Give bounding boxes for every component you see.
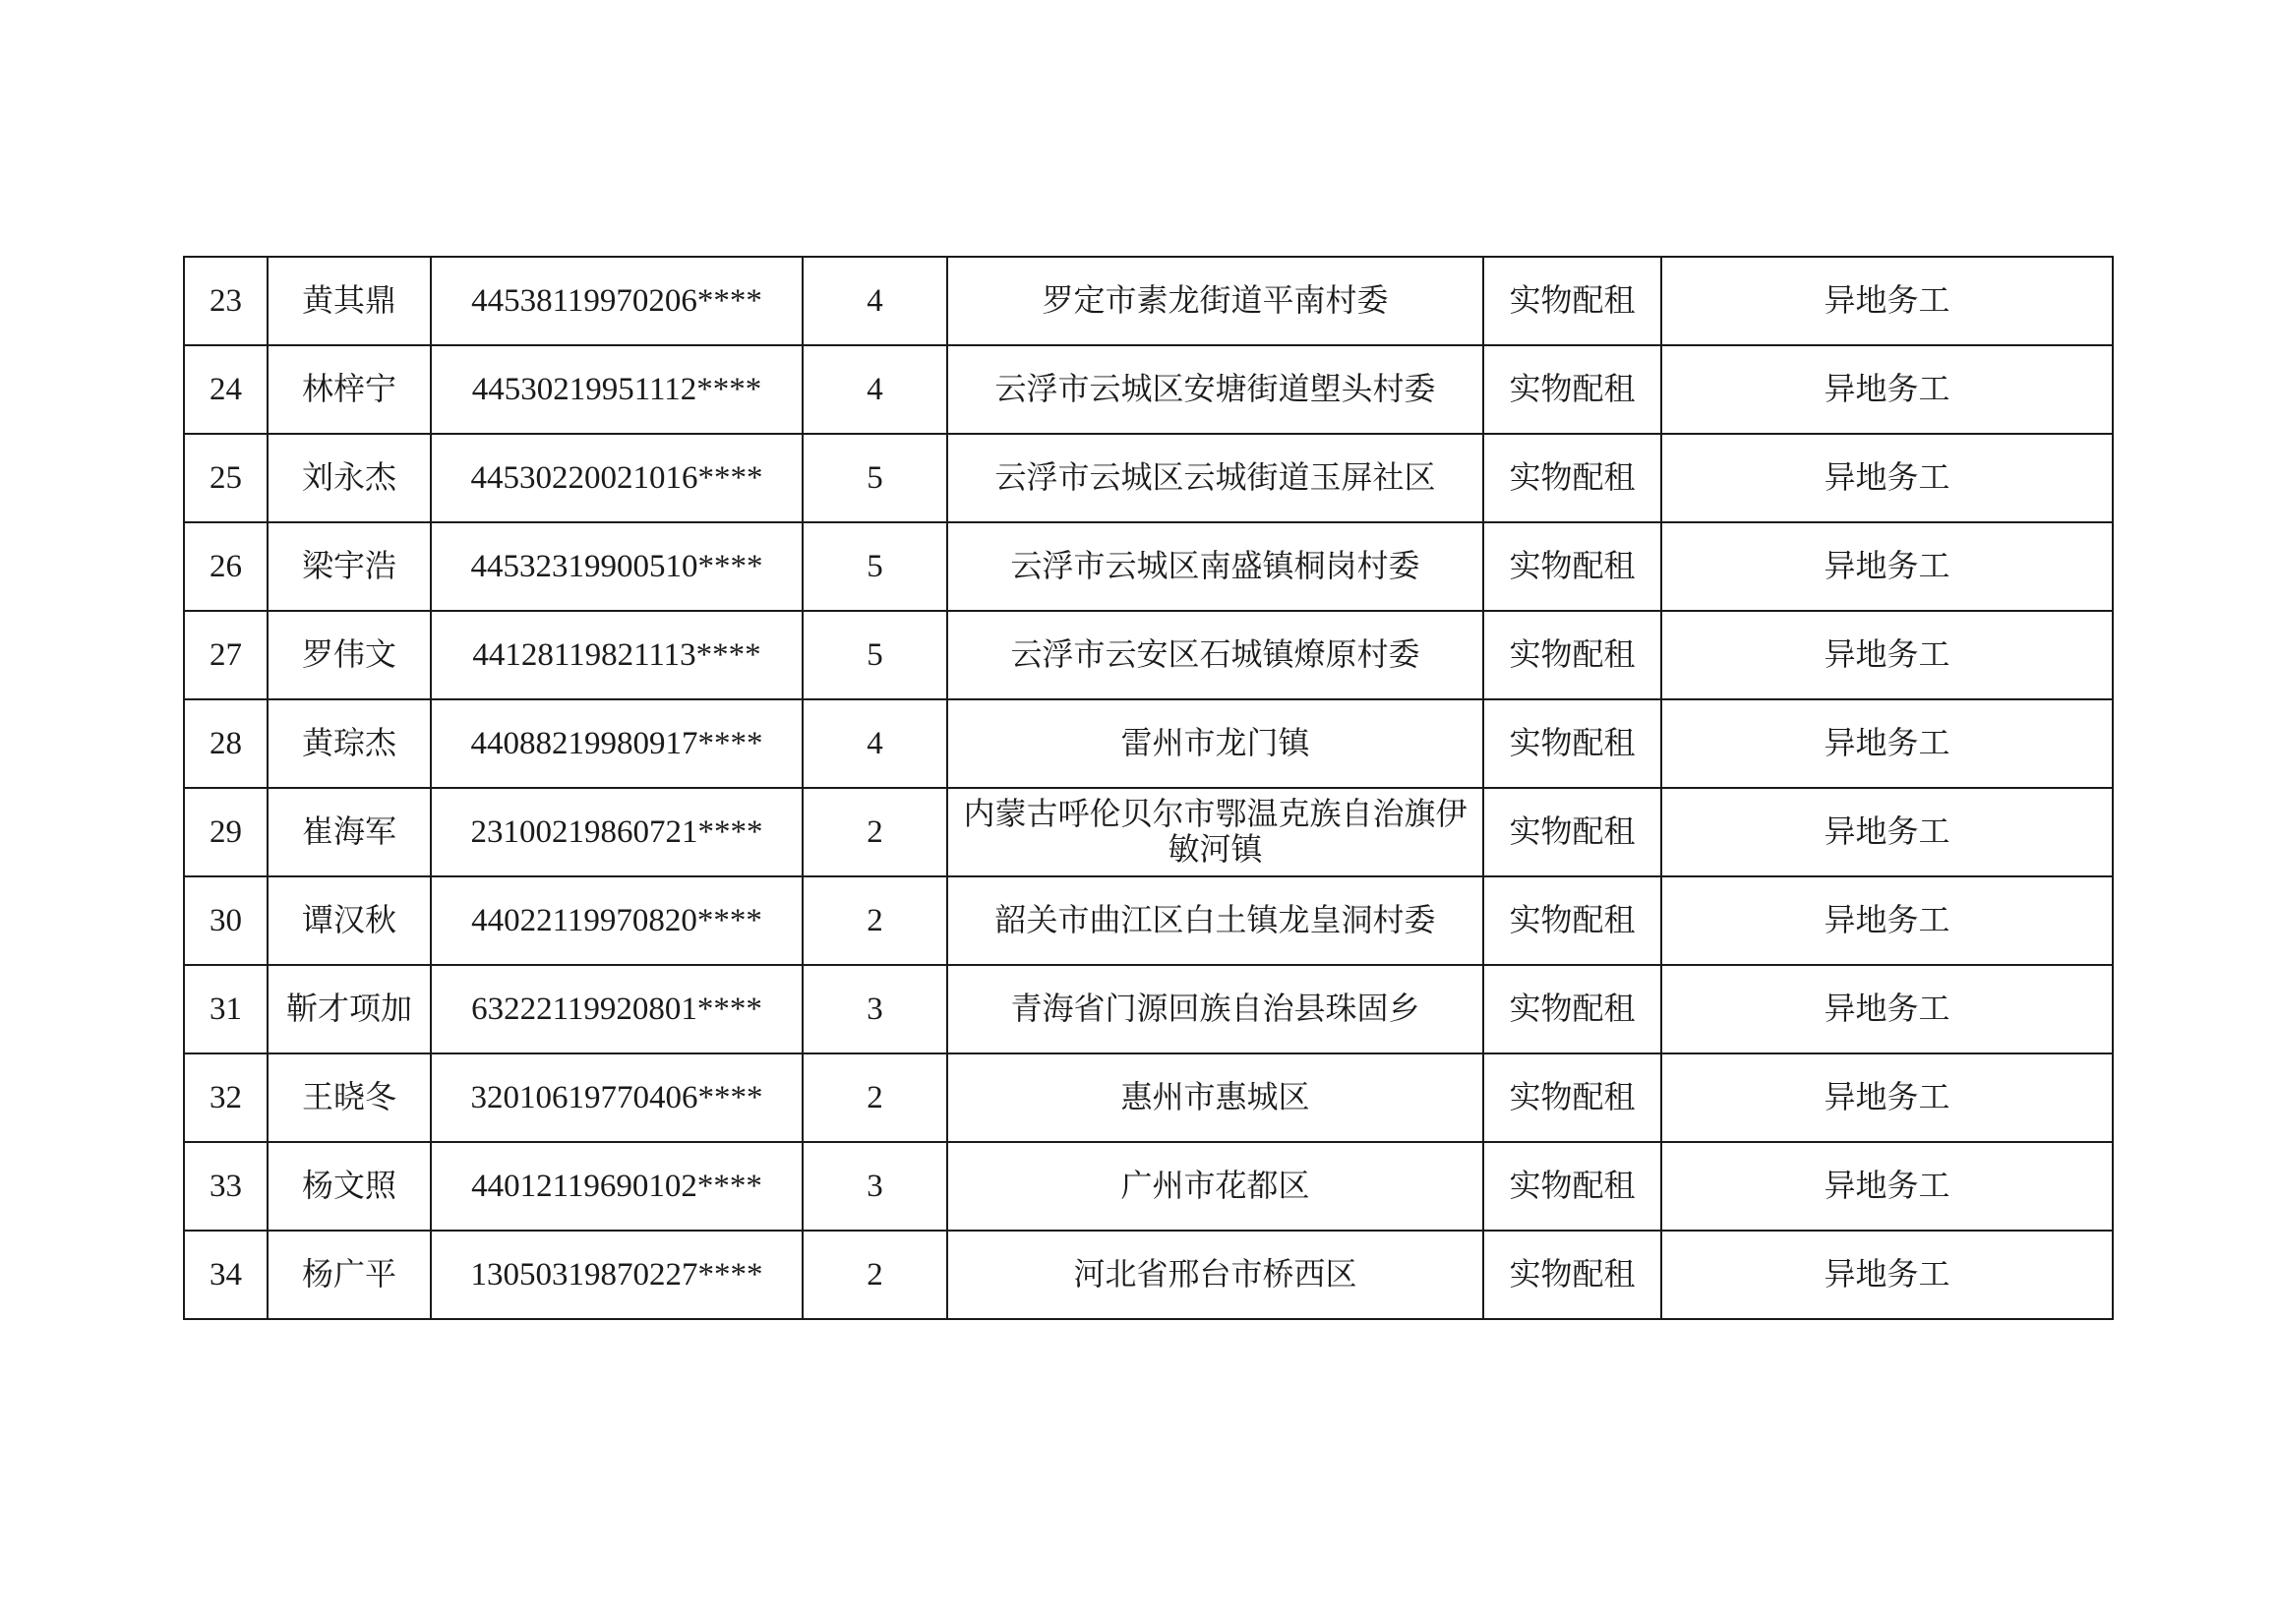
name-cell: 谭汉秋 (268, 876, 431, 965)
row-number-cell: 24 (184, 345, 268, 434)
table-row (184, 434, 2113, 522)
address-cell: 内蒙古呼伦贝尔市鄂温克族自治旗伊敏河镇 (947, 788, 1483, 876)
row-number-cell: 28 (184, 699, 268, 788)
allocation-method-cell: 实物配租 (1483, 522, 1661, 611)
address-cell: 河北省邢台市桥西区 (947, 1231, 1483, 1319)
id-number-cell: 44530220021016**** (431, 434, 803, 522)
table-row (184, 876, 2113, 965)
row-number-cell: 23 (184, 257, 268, 345)
id-number-cell: 44022119970820**** (431, 876, 803, 965)
row-number-cell: 33 (184, 1142, 268, 1231)
household-size-cell: 4 (803, 257, 947, 345)
row-number-cell: 34 (184, 1231, 268, 1319)
row-number-cell: 27 (184, 611, 268, 699)
allocation-method-cell: 实物配租 (1483, 345, 1661, 434)
reason-cell: 异地务工 (1661, 257, 2113, 345)
address-cell: 雷州市龙门镇 (947, 699, 1483, 788)
table-row (184, 699, 2113, 788)
reason-cell: 异地务工 (1661, 434, 2113, 522)
allocation-method-cell: 实物配租 (1483, 965, 1661, 1053)
allocation-method-cell: 实物配租 (1483, 257, 1661, 345)
reason-cell: 异地务工 (1661, 876, 2113, 965)
reason-cell: 异地务工 (1661, 788, 2113, 876)
name-cell: 罗伟文 (268, 611, 431, 699)
address-cell: 云浮市云城区安塘街道塱头村委 (947, 345, 1483, 434)
address-cell: 韶关市曲江区白土镇龙皇洞村委 (947, 876, 1483, 965)
housing-allocation-table (183, 256, 2114, 1320)
household-size-cell: 5 (803, 434, 947, 522)
table-row (184, 788, 2113, 876)
reason-cell: 异地务工 (1661, 699, 2113, 788)
name-cell: 杨文照 (268, 1142, 431, 1231)
id-number-cell: 44530219951112**** (431, 345, 803, 434)
address-cell: 云浮市云城区南盛镇桐岗村委 (947, 522, 1483, 611)
reason-cell: 异地务工 (1661, 522, 2113, 611)
name-cell: 梁宇浩 (268, 522, 431, 611)
household-size-cell: 3 (803, 1142, 947, 1231)
reason-cell: 异地务工 (1661, 965, 2113, 1053)
row-number-cell: 29 (184, 788, 268, 876)
table-row (184, 257, 2113, 345)
row-number-cell: 26 (184, 522, 268, 611)
address-cell: 罗定市素龙街道平南村委 (947, 257, 1483, 345)
name-cell: 黄琮杰 (268, 699, 431, 788)
household-size-cell: 2 (803, 788, 947, 876)
id-number-cell: 23100219860721**** (431, 788, 803, 876)
id-number-cell: 32010619770406**** (431, 1053, 803, 1142)
table-row (184, 1053, 2113, 1142)
reason-cell: 异地务工 (1661, 1142, 2113, 1231)
name-cell: 杨广平 (268, 1231, 431, 1319)
id-number-cell: 44012119690102**** (431, 1142, 803, 1231)
row-number-cell: 30 (184, 876, 268, 965)
household-size-cell: 3 (803, 965, 947, 1053)
household-size-cell: 2 (803, 1053, 947, 1142)
address-cell: 云浮市云安区石城镇燎原村委 (947, 611, 1483, 699)
table-row (184, 345, 2113, 434)
name-cell: 林梓宁 (268, 345, 431, 434)
allocation-method-cell: 实物配租 (1483, 1231, 1661, 1319)
address-cell: 广州市花都区 (947, 1142, 1483, 1231)
name-cell: 靳才项加 (268, 965, 431, 1053)
row-number-cell: 25 (184, 434, 268, 522)
allocation-method-cell: 实物配租 (1483, 1142, 1661, 1231)
id-number-cell: 44128119821113**** (431, 611, 803, 699)
reason-cell: 异地务工 (1661, 345, 2113, 434)
table-row (184, 965, 2113, 1053)
household-size-cell: 5 (803, 611, 947, 699)
name-cell: 刘永杰 (268, 434, 431, 522)
id-number-cell: 44532319900510**** (431, 522, 803, 611)
name-cell: 崔海军 (268, 788, 431, 876)
table-row (184, 1142, 2113, 1231)
id-number-cell: 44088219980917**** (431, 699, 803, 788)
address-cell: 青海省门源回族自治县珠固乡 (947, 965, 1483, 1053)
allocation-method-cell: 实物配租 (1483, 788, 1661, 876)
allocation-method-cell: 实物配租 (1483, 1053, 1661, 1142)
household-size-cell: 4 (803, 699, 947, 788)
reason-cell: 异地务工 (1661, 1231, 2113, 1319)
address-cell: 云浮市云城区云城街道玉屏社区 (947, 434, 1483, 522)
household-size-cell: 2 (803, 876, 947, 965)
allocation-method-cell: 实物配租 (1483, 699, 1661, 788)
id-number-cell: 63222119920801**** (431, 965, 803, 1053)
id-number-cell: 13050319870227**** (431, 1231, 803, 1319)
household-size-cell: 5 (803, 522, 947, 611)
table-row (184, 522, 2113, 611)
reason-cell: 异地务工 (1661, 611, 2113, 699)
name-cell: 黄其鼎 (268, 257, 431, 345)
table-row (184, 1231, 2113, 1319)
address-cell: 惠州市惠城区 (947, 1053, 1483, 1142)
table-row (184, 611, 2113, 699)
reason-cell: 异地务工 (1661, 1053, 2113, 1142)
household-size-cell: 2 (803, 1231, 947, 1319)
allocation-method-cell: 实物配租 (1483, 611, 1661, 699)
row-number-cell: 31 (184, 965, 268, 1053)
table-body (184, 257, 2113, 1319)
allocation-method-cell: 实物配租 (1483, 434, 1661, 522)
id-number-cell: 44538119970206**** (431, 257, 803, 345)
household-size-cell: 4 (803, 345, 947, 434)
allocation-method-cell: 实物配租 (1483, 876, 1661, 965)
row-number-cell: 32 (184, 1053, 268, 1142)
name-cell: 王晓冬 (268, 1053, 431, 1142)
